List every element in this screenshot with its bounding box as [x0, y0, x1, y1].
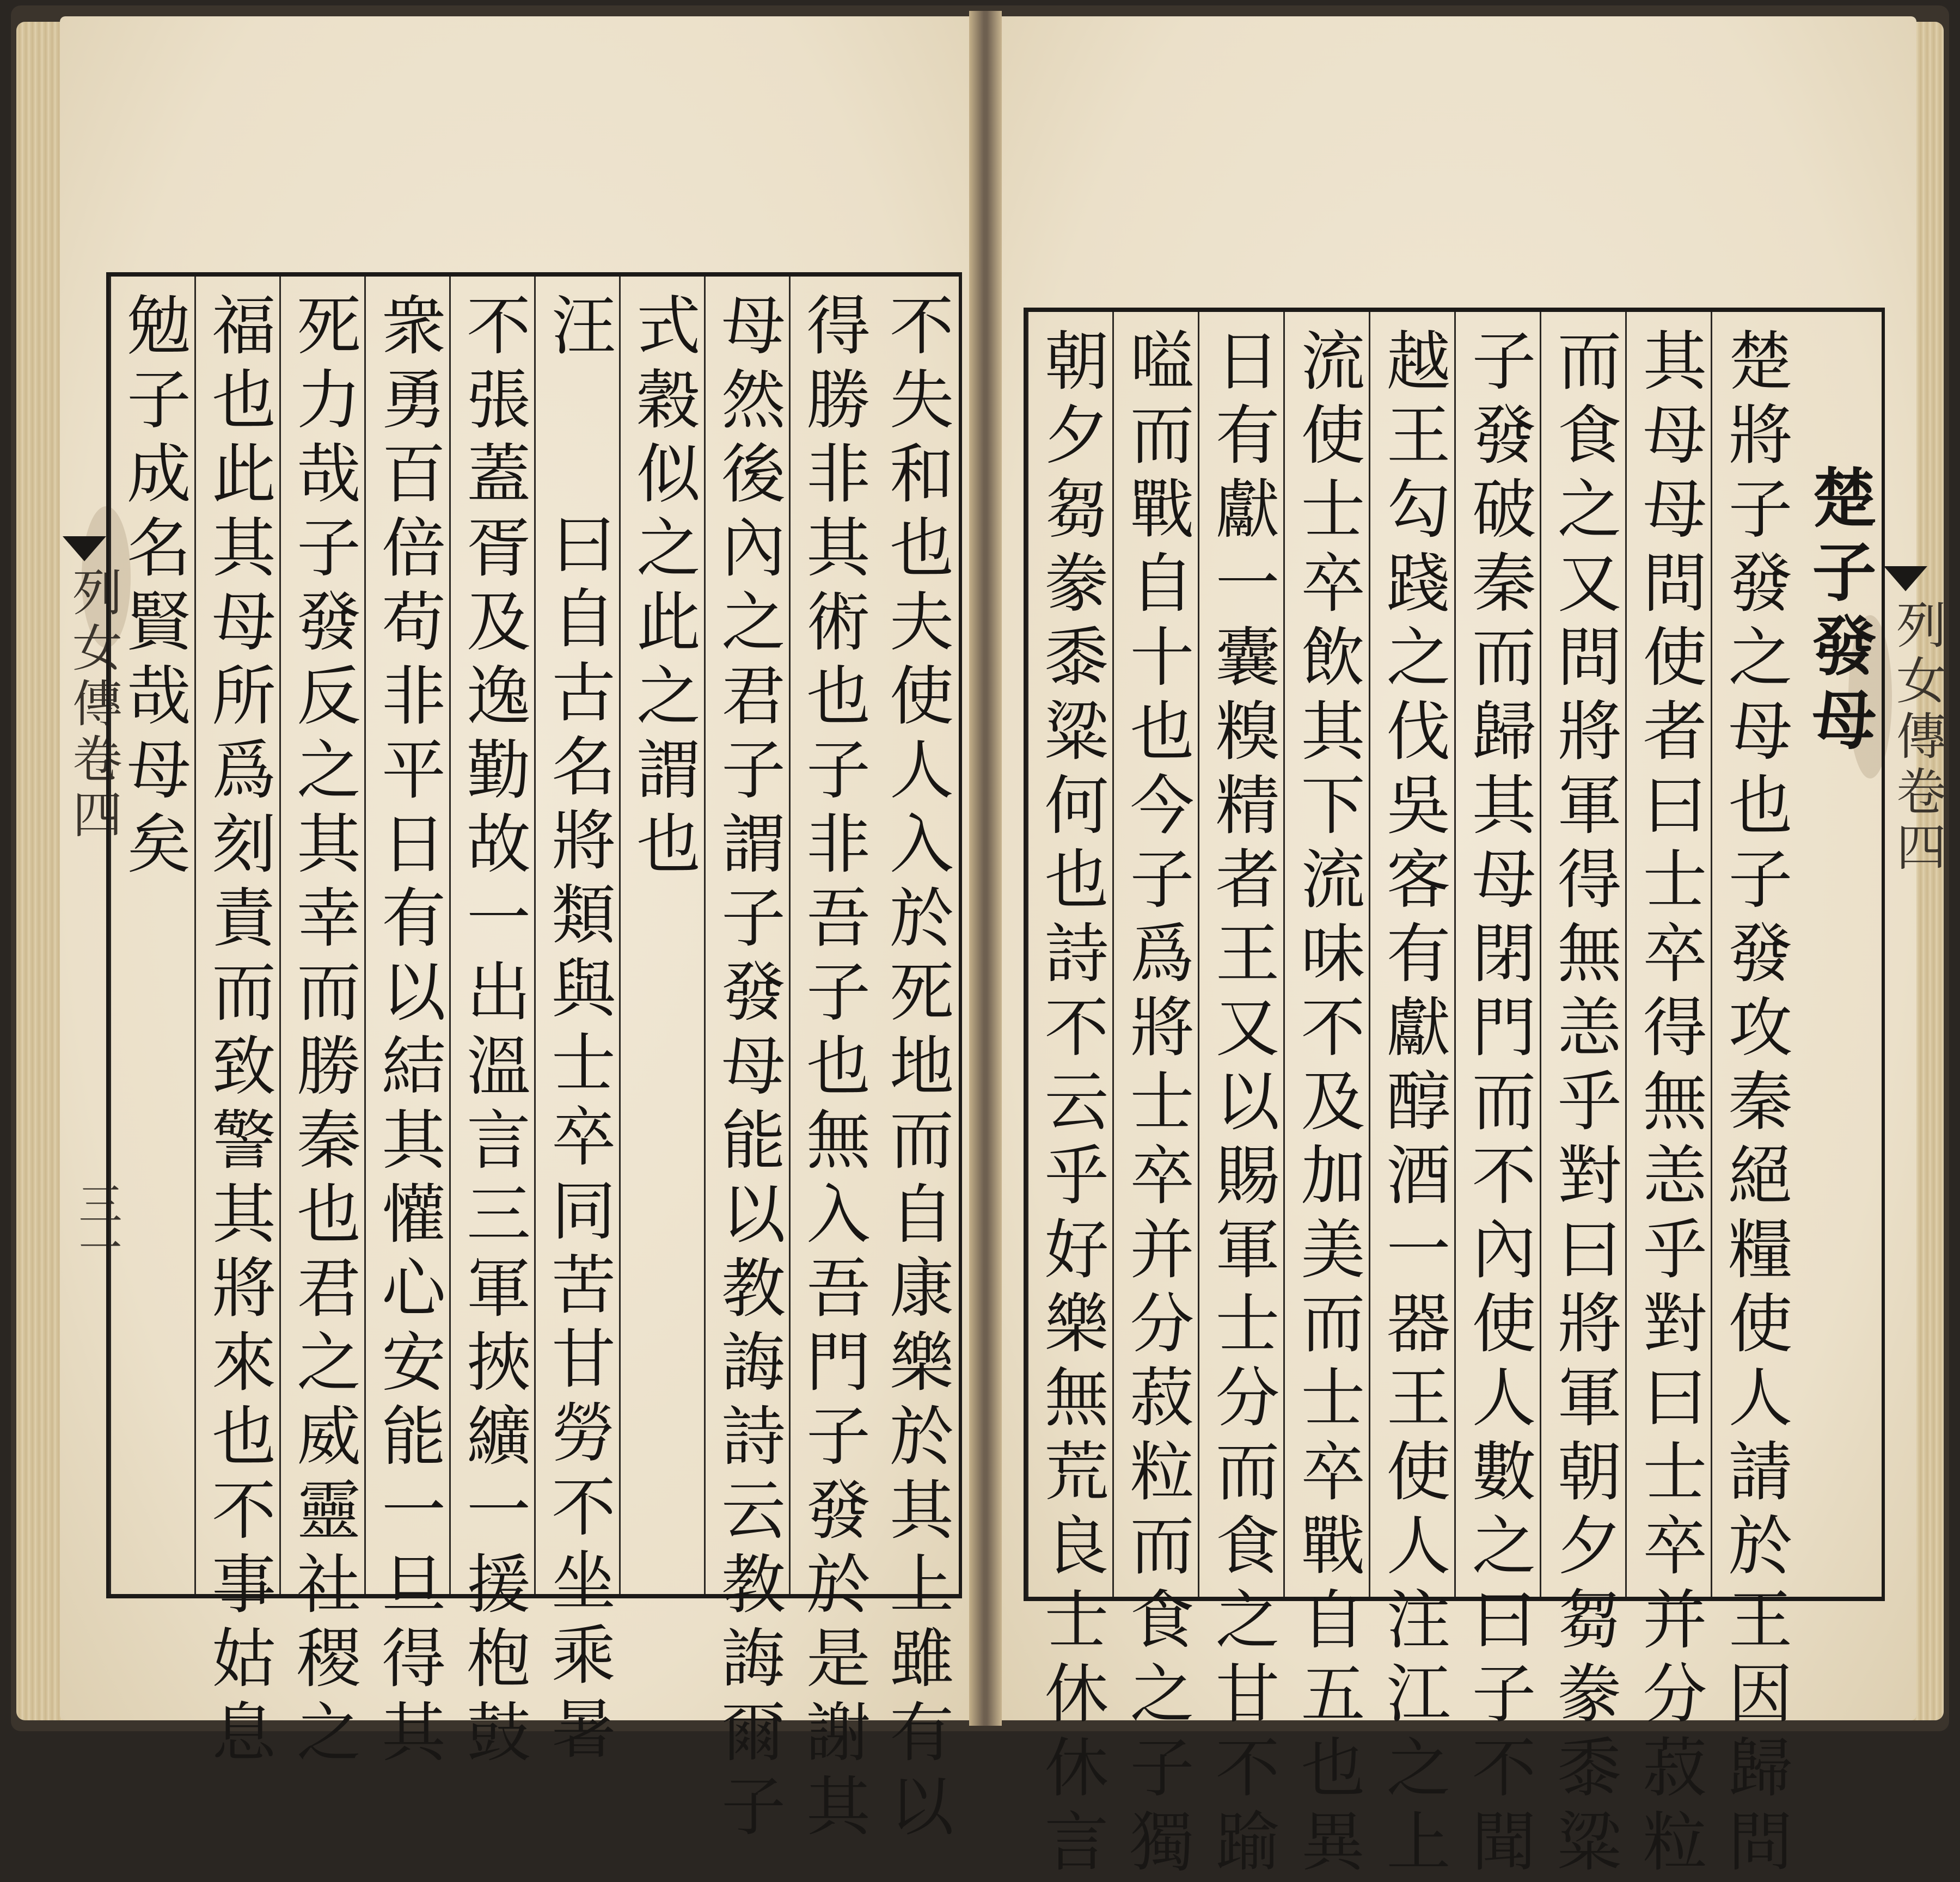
column-text: 母然後內之君子謂子發母能以教誨詩云教誨爾子 [710, 292, 786, 1847]
column-text: 嗌而戰自十也今子爲將士卒并分菽粒而食之子獨 [1119, 327, 1195, 1882]
text-column [874, 277, 959, 1847]
text-column [534, 277, 621, 1769]
column-text: 楚將子發之母也子發攻秦絕糧使人請於王因歸問 [1717, 327, 1793, 1882]
text-column [1283, 312, 1370, 1882]
text-column [279, 277, 366, 1773]
text-column [789, 277, 875, 1847]
commentary-text: 曰自古名將類與士卒同苦甘勞不坐乘暑 [541, 511, 616, 1769]
column-text: 勉子成名賢哉母矣 [116, 292, 191, 884]
text-column [1711, 312, 1798, 1882]
left-text-frame [106, 272, 962, 1847]
column-text: 其母母問使者曰士卒得無恙乎對曰士卒并分菽粒 [1632, 327, 1707, 1882]
text-column [619, 277, 706, 1594]
chapter-title: 楚子發母 [1801, 464, 1877, 761]
right-text-frame [1024, 308, 1885, 1882]
column-text: 而食之又問將軍得無恙乎對曰將軍朝夕芻豢黍粱 [1546, 327, 1622, 1882]
fish-tail-mark [1884, 566, 1927, 591]
right-margin-title: 列女傳卷四 [1888, 599, 1946, 876]
text-column [1369, 312, 1456, 1882]
column-text: 越王勾踐之伐吳客有獻醇酒一器王使人注江之上 [1375, 327, 1451, 1882]
column-text: 流使士卒飲其下流味不及加美而士卒戰自五也異 [1290, 327, 1365, 1882]
text-column [449, 277, 536, 1773]
column-text: 子發破秦而歸其母閉門而不內使人數之曰子不聞 [1461, 327, 1536, 1882]
column-text: 衆勇百倍苟非平日有以結其懽心安能一旦得其 [371, 292, 446, 1773]
text-column [194, 277, 281, 1773]
text-column [1625, 312, 1712, 1882]
text-column [109, 277, 196, 1594]
text-column [704, 277, 791, 1847]
column-text: 死力哉子發反之其幸而勝秦也君之威靈社稷之 [286, 292, 361, 1773]
text-column [1540, 312, 1627, 1882]
column-text: 不失和也夫使人入於死地而自康樂於其上雖有以 [879, 292, 954, 1847]
text-column [1796, 312, 1882, 1597]
column-text: 日有獻一囊糗精者王又以賜軍士分而食之甘不踰 [1204, 327, 1280, 1882]
book-gutter [969, 11, 1002, 1726]
text-column [364, 277, 451, 1773]
text-column [1198, 312, 1285, 1882]
column-text: 式穀似之此之謂也 [626, 292, 701, 884]
left-margin-title: 列女傳卷四 [64, 566, 122, 844]
text-column [1112, 312, 1199, 1882]
column-text: 福也此其母所爲刻責而致警其將來也不事姑息 [201, 292, 276, 1773]
fish-tail-mark [63, 536, 106, 561]
column-text: 得勝非其術也子非吾子也無入吾門子發於是謝其 [795, 292, 871, 1847]
column-text: 朝夕芻豢黍粱何也詩不云乎好樂無荒良士休休言 [1033, 327, 1109, 1882]
column-text: 不張蓋胥及逸勤故一出溫言三軍挾纊一援枹鼓 [456, 292, 531, 1773]
text-column [1027, 312, 1114, 1882]
text-column [1454, 312, 1541, 1882]
commentary-marker: 汪 [541, 292, 616, 366]
left-page-number: 三一 [71, 1181, 122, 1268]
